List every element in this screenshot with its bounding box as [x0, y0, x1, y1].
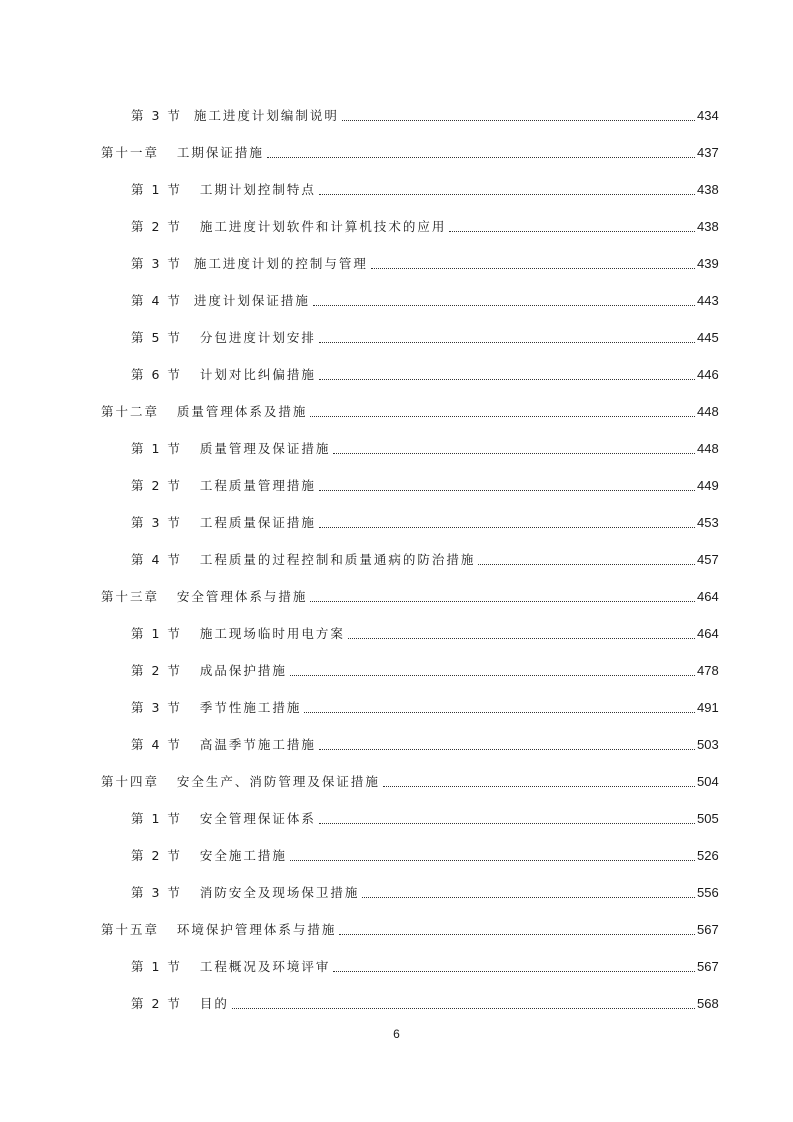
toc-entry-page: 526 [697, 848, 719, 863]
toc-entry-label: 第 3 节 季节性施工措施 [131, 700, 302, 715]
toc-entry[interactable] [0, 733, 793, 753]
toc-entry-label: 第十三章 安全管理体系与措施 [101, 589, 308, 604]
toc-entry-page: 464 [697, 589, 719, 604]
toc-entry-label: 第十五章 环境保护管理体系与措施 [101, 922, 337, 937]
toc-entry-page: 556 [697, 885, 719, 900]
dot-leader [310, 416, 695, 417]
toc-entry-label: 第 2 节 工程质量管理措施 [131, 478, 316, 493]
dot-leader [348, 638, 695, 639]
toc-entry-page: 504 [697, 774, 719, 789]
toc-entry-page: 448 [697, 404, 719, 419]
toc-entry[interactable] [0, 141, 793, 161]
toc-entry[interactable] [0, 104, 793, 124]
toc-entry-label: 第 4 节 高温季节施工措施 [131, 737, 316, 752]
toc-entry-label: 第 3 节 消防安全及现场保卫措施 [131, 885, 360, 900]
toc-entry[interactable] [0, 437, 793, 457]
toc-entry[interactable] [0, 696, 793, 716]
dot-leader [319, 342, 695, 343]
toc-entry-label: 第 1 节 工期计划控制特点 [131, 182, 316, 197]
dot-leader [310, 601, 695, 602]
dot-leader [232, 1008, 695, 1009]
toc-entry-label: 第 6 节 计划对比纠偏措施 [131, 367, 316, 382]
toc-entry-page: 464 [697, 626, 719, 641]
dot-leader [319, 490, 695, 491]
toc-entry-label: 第 3 节 施工进度计划编制说明 [131, 108, 339, 123]
toc-entry-label: 第 2 节 安全施工措施 [131, 848, 287, 863]
toc-entry[interactable] [0, 770, 793, 790]
toc-entry-label: 第十四章 安全生产、消防管理及保证措施 [101, 774, 380, 789]
toc-entry-label: 第十二章 质量管理体系及措施 [101, 404, 308, 419]
toc-entry-label: 第 1 节 工程概况及环境评审 [131, 959, 331, 974]
toc-entry[interactable] [0, 548, 793, 568]
dot-leader [319, 749, 695, 750]
toc-entry-page: 568 [697, 996, 719, 1011]
toc-entry[interactable] [0, 881, 793, 901]
toc-entry-label: 第 2 节 施工进度计划软件和计算机技术的应用 [131, 219, 447, 234]
toc-entry-page: 567 [697, 922, 719, 937]
dot-leader [290, 675, 695, 676]
dot-leader [304, 712, 695, 713]
toc-entry-page: 503 [697, 737, 719, 752]
toc-entry[interactable] [0, 400, 793, 420]
dot-leader [290, 860, 695, 861]
toc-entry-page: 438 [697, 182, 719, 197]
dot-leader [319, 194, 695, 195]
toc-entry[interactable] [0, 659, 793, 679]
dot-leader [371, 268, 695, 269]
page-number: 6 [393, 1027, 400, 1041]
toc-entry-label: 第 2 节 目的 [131, 996, 229, 1011]
toc-entry-page: 448 [697, 441, 719, 456]
dot-leader [339, 934, 695, 935]
toc-entry-page: 434 [697, 108, 719, 123]
dot-leader [319, 823, 695, 824]
dot-leader [478, 564, 695, 565]
toc-entry-page: 505 [697, 811, 719, 826]
toc-entry-page: 449 [697, 478, 719, 493]
dot-leader [333, 971, 695, 972]
toc-entry-label: 第十一章 工期保证措施 [101, 145, 264, 160]
toc-entry[interactable] [0, 326, 793, 346]
toc-entry-page: 445 [697, 330, 719, 345]
toc-entry-page: 438 [697, 219, 719, 234]
toc-entry-page: 446 [697, 367, 719, 382]
toc-entry-page: 439 [697, 256, 719, 271]
dot-leader [449, 231, 695, 232]
toc-entry[interactable] [0, 215, 793, 235]
dot-leader [333, 453, 695, 454]
toc-entry[interactable] [0, 252, 793, 272]
toc-entry-label: 第 3 节 施工进度计划的控制与管理 [131, 256, 368, 271]
toc-entry-label: 第 5 节 分包进度计划安排 [131, 330, 316, 345]
toc-entry[interactable] [0, 178, 793, 198]
toc-entry-label: 第 4 节 进度计划保证措施 [131, 293, 310, 308]
toc-entry[interactable] [0, 844, 793, 864]
toc-entry-page: 478 [697, 663, 719, 678]
toc-entry-label: 第 3 节 工程质量保证措施 [131, 515, 316, 530]
toc-entry-label: 第 1 节 质量管理及保证措施 [131, 441, 331, 456]
toc-entry[interactable] [0, 918, 793, 938]
toc-entry-label: 第 4 节 工程质量的过程控制和质量通病的防治措施 [131, 552, 476, 567]
dot-leader [362, 897, 695, 898]
toc-entry[interactable] [0, 289, 793, 309]
toc-entry[interactable] [0, 474, 793, 494]
toc-entry-page: 453 [697, 515, 719, 530]
toc-entry-page: 567 [697, 959, 719, 974]
toc-entry-page: 437 [697, 145, 719, 160]
toc-entry-page: 491 [697, 700, 719, 715]
toc-entry[interactable] [0, 511, 793, 531]
toc-entry[interactable] [0, 807, 793, 827]
toc-entry[interactable] [0, 363, 793, 383]
toc-entry[interactable] [0, 622, 793, 642]
dot-leader [383, 786, 695, 787]
dot-leader [319, 527, 695, 528]
dot-leader [342, 120, 695, 121]
dot-leader [313, 305, 695, 306]
toc-entry-label: 第 1 节 施工现场临时用电方案 [131, 626, 345, 641]
toc-entry[interactable] [0, 992, 793, 1012]
toc-entry[interactable] [0, 955, 793, 975]
dot-leader [319, 379, 695, 380]
toc-entry-label: 第 1 节 安全管理保证体系 [131, 811, 316, 826]
toc-entry[interactable] [0, 585, 793, 605]
dot-leader [267, 157, 695, 158]
toc-entry-page: 443 [697, 293, 719, 308]
toc-entry-page: 457 [697, 552, 719, 567]
toc-entry-label: 第 2 节 成品保护措施 [131, 663, 287, 678]
